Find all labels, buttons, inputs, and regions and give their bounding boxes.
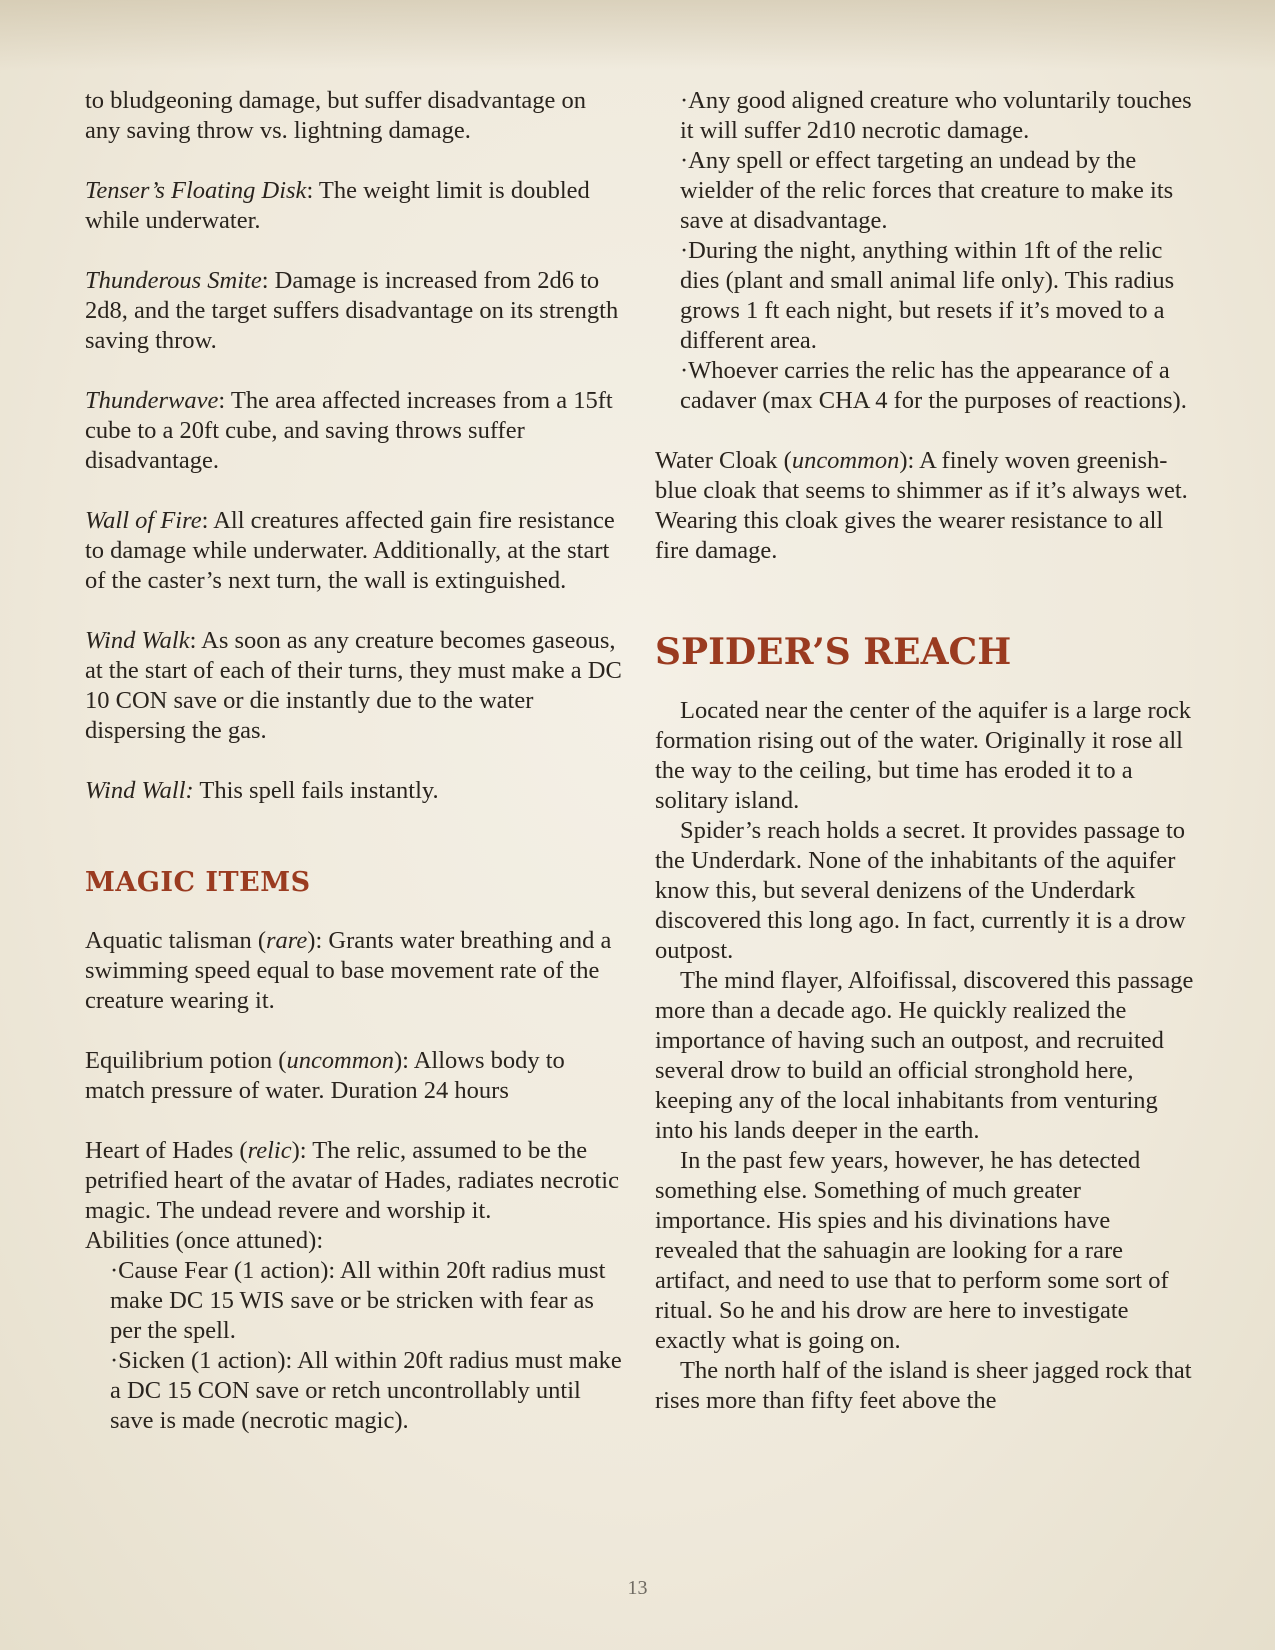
ability-bullet-night: ·During the night, anything within 1ft of the relic dies (plant and small animal life only). This radius grows 1 ft each night, but resets if it’s moved to a different area.	[680, 237, 1175, 354]
spell-thunderwave: Thunderwave: The area affected increases from a 15ft cube to a 20ft cube, and saving throws suffer disadvantage.	[85, 387, 613, 474]
spiders-reach-paragraph-5: The north half of the island is sheer jagged rock that rises more than fifty feet above the	[655, 1357, 1192, 1414]
ability-bullet-good-aligned: ·Any good aligned creature who voluntarily touches it will suffer 2d10 necrotic damage.	[680, 87, 1192, 144]
ability-bullet-cadaver: ·Whoever carries the relic has the appearance of a cadaver (max CHA 4 for the purposes of reactions).	[680, 357, 1187, 414]
spell-name: Thunderous Smite	[85, 267, 262, 294]
ability-bullet-cause-fear: ·Cause Fear (1 action): All within 20ft radius must make DC 15 WIS save or be stricken with fear as per the spell.	[110, 1257, 606, 1344]
item-heart-of-hades: Heart of Hades (relic): The relic, assumed to be the petrified heart of the avatar of Hades, radiates necrotic magic. The undead revere and worship it.	[85, 1137, 619, 1224]
left-column	[85, 86, 625, 1436]
spell-name: Wall of Fire	[85, 507, 202, 534]
spell-wind-wall: Wind Wall: This spell fails instantly.	[85, 777, 439, 804]
spiders-reach-paragraph-1: Located near the center of the aquifer is a large rock formation rising out of the water. Originally it rose all the way to the ceiling, but time has eroded it to a solitary island.	[655, 697, 1192, 814]
magic-items-heading: MAGIC ITEMS	[85, 867, 311, 898]
spell-name: Wind Wall:	[85, 777, 194, 804]
spell-name: Wind Walk	[85, 627, 190, 654]
bullet-dot: ·	[680, 237, 689, 264]
item-aquatic-talisman: Aquatic talisman (rare): Grants water breathing and a swimming speed equal to base movement rate of the creature wearing it.	[85, 927, 612, 1014]
bullet-dot: ·	[110, 1257, 119, 1284]
right-column	[655, 86, 1195, 1416]
spell-thunderous-smite: Thunderous Smite: Damage is increased from 2d6 to 2d8, and the target suffers disadvantage on its strength saving throw.	[85, 267, 619, 354]
page-number: 13	[627, 1577, 648, 1599]
spell-wall-of-fire: Wall of Fire: All creatures affected gain fire resistance to damage while underwater. Additionally, at the start of the caster’s next turn, the wall is extinguished.	[85, 507, 615, 594]
ability-bullet-spell-targeting: ·Any spell or effect targeting an undead by the wielder of the relic forces that creature to make its save at disadvantage.	[680, 147, 1174, 234]
paragraph-bludgeoning: to bludgeoning damage, but suffer disadvantage on any saving throw vs. lightning damage.	[85, 87, 586, 144]
item-water-cloak: Water Cloak (uncommon): A finely woven greenish-blue cloak that seems to shimmer as if it’s always wet. Wearing this cloak gives the wearer resistance to all fire damage.	[655, 447, 1188, 564]
bullet-dot: ·	[680, 357, 689, 384]
abilities-label: Abilities (once attuned):	[85, 1227, 324, 1254]
spell-tensers-floating-disk: Tenser’s Floating Disk: The weight limit is doubled while underwater.	[85, 177, 590, 234]
ability-bullet-sicken: ·Sicken (1 action): All within 20ft radius must make a DC 15 CON save or retch uncontrollably until save is made (necrotic magic).	[110, 1347, 622, 1434]
bullet-dot: ·	[680, 147, 689, 174]
bullet-dot: ·	[680, 87, 689, 114]
page-top-shading	[0, 0, 1275, 70]
item-equilibrium-potion: Equilibrium potion (uncommon): Allows body to match pressure of water. Duration 24 hours	[85, 1047, 565, 1104]
spiders-reach-heading: SPIDER’S REACH	[655, 631, 1012, 673]
spiders-reach-paragraph-4: In the past few years, however, he has detected something else. Something of much greater importance. His spies and his divinations have revealed that the sahuagin are looking for a rare artifact, and need to use that to perform some sort of ritual. So he and his drow are here to investigate exactly what is going on.	[655, 1147, 1169, 1354]
bullet-dot: ·	[110, 1347, 119, 1374]
spell-name: Thunderwave	[85, 387, 219, 414]
spiders-reach-paragraph-3: The mind flayer, Alfoifissal, discovered this passage more than a decade ago. He quickly realized the importance of having such an outpost, and recruited several drow to build an official stronghold here, keeping any of the local inhabitants from venturing into his lands deeper in the earth.	[655, 967, 1194, 1144]
spell-wind-walk: Wind Walk: As soon as any creature becomes gaseous, at the start of each of their turns, they must make a DC 10 CON save or die instantly due to the water dispersing the gas.	[85, 627, 622, 744]
spiders-reach-paragraph-2: Spider’s reach holds a secret. It provides passage to the Underdark. None of the inhabitants of the aquifer know this, but several denizens of the Underdark discovered this long ago. In fact, currently it is a drow outpost.	[655, 817, 1186, 964]
spell-name: Tenser’s Floating Disk	[85, 177, 307, 204]
